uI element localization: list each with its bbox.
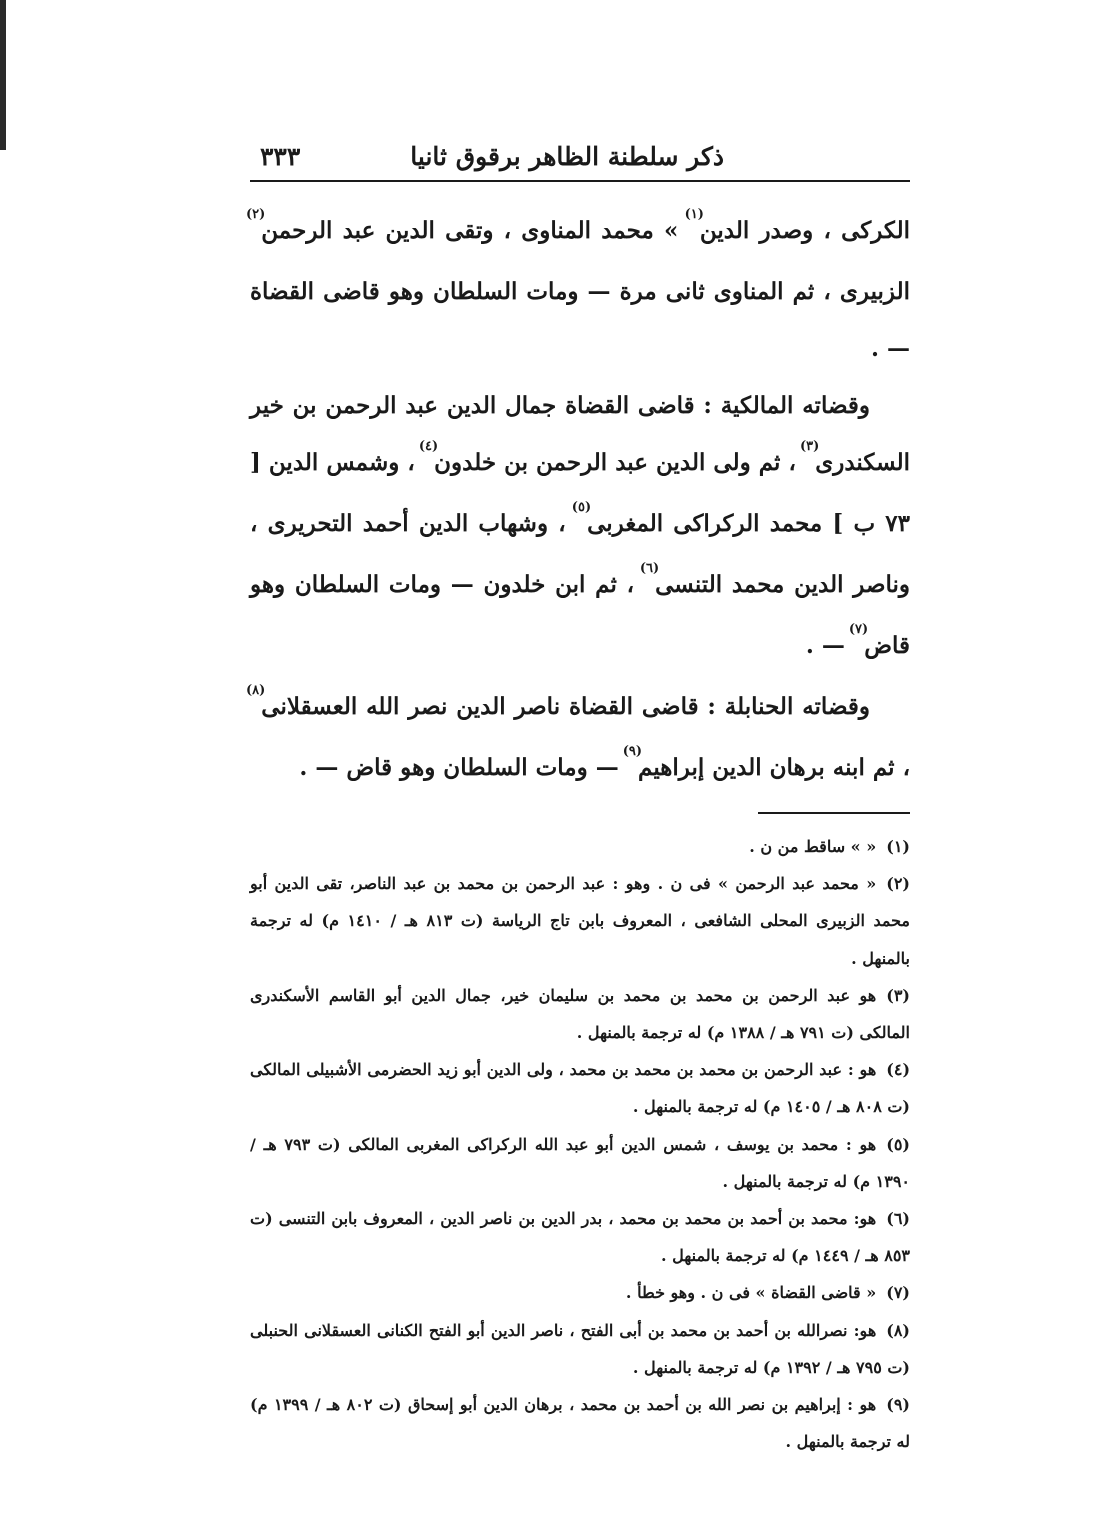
footnote-text: هو: نصرالله بن أحمد بن محمد بن أبى الفتح ، ناصر الدين أبو الفتح الكنانى العسقلانى الحنبلى (ت ٧٩٥ هـ / ١٣٩٢ م) له ترجمة بالمنهل .	[250, 1320, 910, 1377]
body-text-run: الزبيرى ، ثم المناوى ثانى مرة — ومات السلطان وهو قاضى القضاة — .	[250, 278, 910, 362]
footnote-marker: (٧)	[848, 622, 869, 637]
body-text-run: ، وشمس الدين [ ٧٣ ب ] محمد الركراكى المغربى	[250, 449, 910, 537]
running-title: ذكر سلطنة الظاهر برقوق ثانيا	[410, 142, 724, 171]
body-text-run: — ومات السلطان وهو قاض — .	[299, 754, 627, 781]
footnote-text: « محمد عبد الرحمن » فى ن . وهو : عبد الرحمن بن محمد بن عبد الناصر، تقى الدين أبو محمد الزبيرى المحلى الشافعى ، المعروف بابن تاج الرياسة (ت ٨١٣ هـ / ١٤١٠ م) له ترجمة بالمنهل .	[250, 874, 911, 968]
footnote-number: (١)	[886, 837, 910, 856]
footnote-marker: (٩)	[622, 744, 643, 759]
body-text-run: وقضاته المالكية : قاضى القضاة جمال الدين عبد الرحمن بن خير السكندرى	[250, 392, 910, 476]
footnote-separator	[758, 812, 910, 814]
footnote-marker: (٤)	[418, 439, 439, 454]
footnote	[250, 865, 910, 977]
footnote-text: هو: محمد بن أحمد بن محمد بن محمد ، بدر الدين بن ناصر الدين ، المعروف بابن التنسى (ت ٨٥٣ هـ / ١٤٤٩ م) له ترجمة بالمنهل .	[250, 1209, 910, 1266]
body-text-run: ، ثم ابنه برهان الدين إبراهيم	[638, 754, 910, 781]
body-text-run: ، ثم ابن خلدون — ومات السلطان وهو قاض	[250, 571, 910, 659]
footnote	[250, 1386, 910, 1460]
body-text-run: » محمد المناوى ، وتقى الدين عبد الرحمن	[261, 217, 689, 244]
footnote-number: (٣)	[886, 985, 910, 1005]
footnote	[250, 828, 910, 865]
body-paragraph	[246, 202, 910, 377]
footnote	[250, 977, 910, 1051]
footnote	[250, 1051, 910, 1125]
footnote-number: (٥)	[886, 1134, 910, 1154]
body-text-run: — .	[805, 632, 853, 659]
footnote-text: « قاضى القضاة » فى ن . وهو خطأ .	[625, 1283, 877, 1303]
footnote-number: (٧)	[886, 1283, 910, 1303]
footnote	[250, 1126, 910, 1200]
footnotes	[250, 828, 910, 1460]
body-text-run: الكركى ، وصدر الدين	[699, 217, 910, 244]
footnote-text: هو : عبد الرحمن بن محمد بن محمد بن محمد ، ولى الدين أبو زيد الحضرمى الأشبيلى المالكى (ت ٨٠٨ هـ / ١٤٠٥ م) له ترجمة بالمنهل .	[250, 1060, 910, 1117]
running-header	[250, 130, 910, 182]
footnote-number: (٨)	[886, 1320, 910, 1340]
footnote-text: هو : محمد بن يوسف ، شمس الدين أبو عبد الله الركراكى المغربى المالكى (ت ٧٩٣ هـ / ١٣٩٠ م) له ترجمة بالمنهل .	[250, 1134, 910, 1191]
footnote	[250, 1312, 910, 1386]
footnote-marker: (٣)	[799, 439, 820, 454]
footnote-number: (٤)	[886, 1060, 911, 1080]
body-text-run: ، ثم ولى الدين عبد الرحمن بن خلدون	[434, 449, 804, 476]
footnote-text: هو : إبراهيم بن نصر الله بن أحمد بن محمد ، برهان الدين أبو إسحاق (ت ٨٠٢ هـ / ١٣٩٩ م) له ترجمة بالمنهل .	[250, 1395, 910, 1452]
footnote-marker: (٥)	[571, 500, 592, 515]
body-paragraph	[250, 377, 910, 678]
footnote-number: (٦)	[886, 1209, 910, 1229]
body-text-run: وقضاته الحنابلة : قاضى القضاة ناصر الدين نصر الله العسقلانى	[261, 693, 870, 720]
footnote-marker: (٢)	[246, 207, 266, 222]
body-paragraph	[246, 678, 910, 800]
footnote-marker: (٦)	[639, 561, 660, 576]
footnote-number: (٩)	[886, 1395, 910, 1415]
footnote-number: (٢)	[886, 874, 910, 894]
footnote-marker: (١)	[684, 207, 704, 222]
footnote	[250, 1200, 910, 1274]
scan-edge-shadow	[0, 0, 6, 150]
footnote-text: هو عبد الرحمن بن محمد بن محمد بن سليمان خير، جمال الدين أبو القاسم الأسكندرى المالكى (ت ٧٩١ هـ / ١٣٨٨ م) له ترجمة بالمنهل .	[250, 985, 910, 1043]
page-number: ٣٣٣	[260, 142, 301, 171]
footnote-text: « » ساقط من ن .	[749, 837, 877, 856]
body-text-run: ، وشهاب الدين أحمد التحريرى ، وناصر الدين محمد التنسى	[250, 510, 910, 598]
footnote-marker: (٨)	[246, 683, 266, 698]
footnote	[250, 1274, 910, 1311]
book-page	[246, 130, 911, 1460]
main-text	[246, 202, 910, 800]
